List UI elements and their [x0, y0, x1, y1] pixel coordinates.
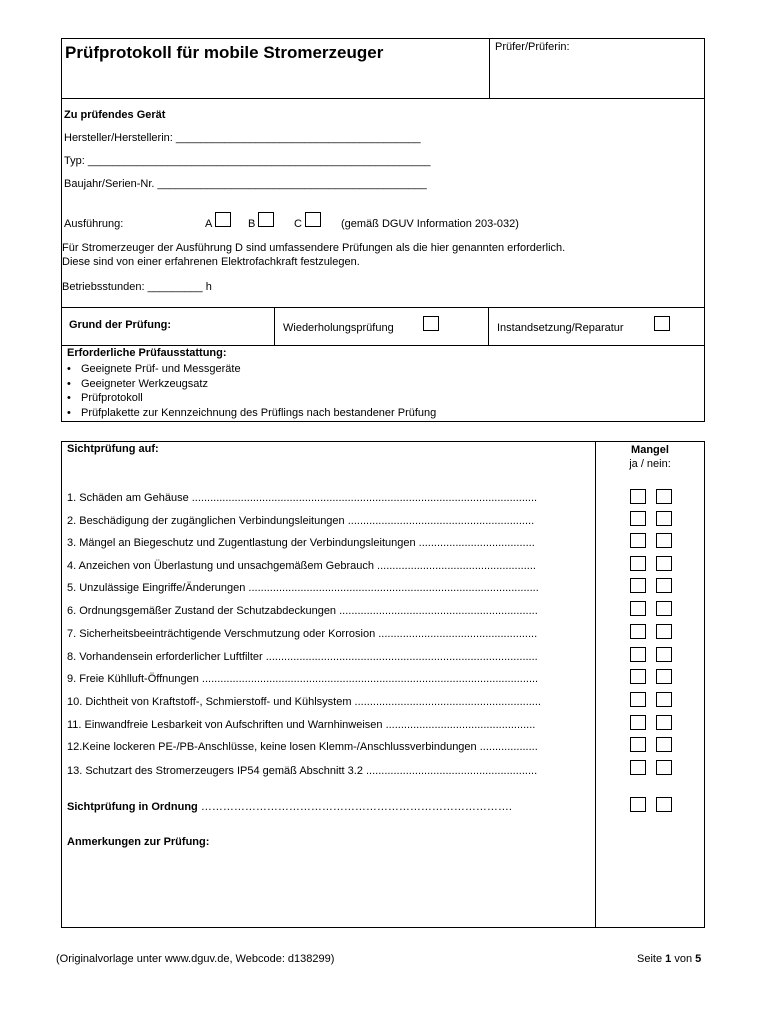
mangel-nein-checkbox[interactable] — [656, 578, 672, 593]
page-total: 5 — [695, 953, 702, 965]
reason-bottom-line — [61, 345, 705, 346]
mangel-nein-checkbox[interactable] — [656, 489, 672, 504]
mangel-ja-checkbox[interactable] — [630, 489, 646, 504]
page-current: 1 — [665, 953, 672, 965]
option-c-checkbox[interactable] — [305, 212, 321, 227]
mangel-nein-checkbox[interactable] — [656, 601, 672, 616]
equipment-heading: Erforderliche Prüfausstattung: — [67, 347, 227, 359]
reason-label: Grund der Prüfung: — [69, 319, 172, 331]
mangel-ja-checkbox[interactable] — [630, 737, 646, 752]
mangel-ja-checkbox[interactable] — [630, 647, 646, 662]
mangel-ja-checkbox[interactable] — [630, 624, 646, 639]
check-item-5: 5. Unzulässige Eingriffe/Änderungen ............................................................................................... — [67, 582, 539, 594]
footer-source: (Originalvorlage unter www.dguv.de, Webcode: d138299) — [56, 953, 335, 965]
mangel-ja-checkbox[interactable] — [630, 715, 646, 730]
visual-ok-label: Sichtprüfung in Ordnung — [67, 801, 198, 813]
check-item-2: 2. Beschädigung der zugänglichen Verbindungsleitungen ............................................................. — [67, 515, 535, 527]
check-item-13: 13. Schutzart des Stromerzeugers IP54 gemäß Abschnitt 3.2 ........................................................ — [67, 765, 538, 777]
equipment-item: • Geeigneter Werkzeugsatz — [67, 377, 436, 392]
option-b-checkbox[interactable] — [258, 212, 274, 227]
header-divider — [489, 38, 490, 99]
hersteller-field[interactable]: Hersteller/Herstellerin: ________________________________________ — [64, 132, 421, 144]
page-title: Prüfprotokoll für mobile Stromerzeuger — [65, 43, 384, 62]
check-item-4: 4. Anzeichen von Überlastung und unsachgemäßem Gebrauch .................................................... — [67, 560, 536, 572]
equipment-item: • Prüfprotokoll — [67, 391, 436, 406]
mangel-nein-checkbox[interactable] — [656, 533, 672, 548]
mangel-ja-checkbox[interactable] — [630, 533, 646, 548]
check-item-9: 9. Freie Kühlluft-Öffnungen .............................................................................................................. — [67, 673, 539, 685]
mangel-heading: Mangel — [631, 444, 669, 456]
page-seite-label: Seite — [637, 953, 663, 965]
option-c-label: C — [294, 218, 302, 230]
mangel-ja-checkbox[interactable] — [630, 760, 646, 775]
mangel-ja-checkbox[interactable] — [630, 692, 646, 707]
mangel-nein-checkbox[interactable] — [656, 556, 672, 571]
ausfuehrung-d-note-1: Für Stromerzeuger der Ausführung D sind umfassendere Prüfungen als die hier genannten erforderlich. — [62, 242, 566, 254]
mangel-nein-checkbox[interactable] — [656, 760, 672, 775]
reason-option-2-label: Instandsetzung/Reparatur — [497, 322, 624, 334]
option-b-label: B — [248, 218, 256, 230]
check-item-12: 12.Keine lockeren PE-/PB-Anschlüsse, keine losen Klemm-/Anschlussverbindungen ................... — [67, 741, 538, 753]
reason-option-2-checkbox[interactable] — [654, 316, 670, 331]
check-item-11: 11. Einwandfreie Lesbarkeit von Aufschriften und Warnhinweisen ................................................. — [67, 719, 536, 731]
check-item-6: 6. Ordnungsgemäßer Zustand der Schutzabdeckungen ................................................................. — [67, 605, 538, 617]
visual-ok-ja-checkbox[interactable] — [630, 797, 646, 812]
visual-heading: Sichtprüfung auf: — [67, 443, 159, 455]
device-heading: Zu prüfendes Gerät — [64, 109, 166, 121]
mangel-nein-checkbox[interactable] — [656, 669, 672, 684]
mangel-nein-checkbox[interactable] — [656, 511, 672, 526]
check-item-3: 3. Mängel an Biegeschutz und Zugentlastung der Verbindungsleitungen ...................................... — [67, 537, 535, 549]
baujahr-field[interactable]: Baujahr/Serien-Nr. ____________________________________________ — [64, 178, 427, 190]
pruefer-label: Prüfer/Prüferin: — [495, 41, 570, 53]
ausfuehrung-label: Ausführung: — [64, 218, 124, 230]
betriebsstunden-field[interactable]: Betriebsstunden: _________ h — [62, 281, 212, 293]
page-von-label: von — [674, 953, 693, 965]
ja-nein-label: ja / nein: — [629, 458, 671, 470]
mangel-ja-checkbox[interactable] — [630, 578, 646, 593]
mangel-nein-checkbox[interactable] — [656, 692, 672, 707]
visual-ok-dots: …………………………………………………………………………. — [200, 801, 512, 813]
remarks-area[interactable] — [66, 852, 590, 924]
check-item-1: 1. Schäden am Gehäuse ................................................................................................................. — [67, 492, 538, 504]
option-a-label: A — [205, 218, 213, 230]
equipment-list — [67, 362, 436, 420]
mangel-nein-checkbox[interactable] — [656, 647, 672, 662]
visual-ok-nein-checkbox[interactable] — [656, 797, 672, 812]
header-bottom-line — [61, 98, 705, 99]
page-indicator — [637, 953, 701, 965]
mangel-ja-checkbox[interactable] — [630, 669, 646, 684]
ausfuehrung-d-note-2: Diese sind von einer erfahrenen Elektrofachkraft festzulegen. — [62, 256, 360, 268]
reason-option-1-label: Wiederholungsprüfung — [283, 322, 394, 334]
reason-top-line — [61, 307, 705, 308]
typ-field[interactable]: Typ: ________________________________________________________ — [64, 155, 431, 167]
remarks-label: Anmerkungen zur Prüfung: — [67, 836, 210, 848]
option-a-checkbox[interactable] — [215, 212, 231, 227]
check-item-8: 8. Vorhandensein erforderlicher Luftfilter ......................................................................................... — [67, 651, 538, 663]
mangel-ja-checkbox[interactable] — [630, 556, 646, 571]
mangel-nein-checkbox[interactable] — [656, 715, 672, 730]
reason-divider-2 — [488, 307, 489, 345]
mangel-ja-checkbox[interactable] — [630, 601, 646, 616]
visual-ok-row — [67, 801, 512, 813]
check-item-7: 7. Sicherheitsbeeinträchtigende Verschmutzung oder Korrosion .................................................... — [67, 628, 538, 640]
reason-divider-1 — [274, 307, 275, 345]
reason-option-1-checkbox[interactable] — [423, 316, 439, 331]
mangel-ja-checkbox[interactable] — [630, 511, 646, 526]
mangel-nein-checkbox[interactable] — [656, 624, 672, 639]
equipment-item: • Prüfplakette zur Kennzeichnung des Prüflings nach bestandener Prüfung — [67, 406, 436, 421]
mangel-nein-checkbox[interactable] — [656, 737, 672, 752]
check-item-10: 10. Dichtheit von Kraftstoff-, Schmierstoff- und Kühlsystem ............................................................. — [67, 696, 541, 708]
equipment-item: • Geeignete Prüf- und Messgeräte — [67, 362, 436, 377]
ausfuehrung-note: (gemäß DGUV Information 203-032) — [341, 218, 519, 230]
mangel-divider — [595, 441, 596, 928]
